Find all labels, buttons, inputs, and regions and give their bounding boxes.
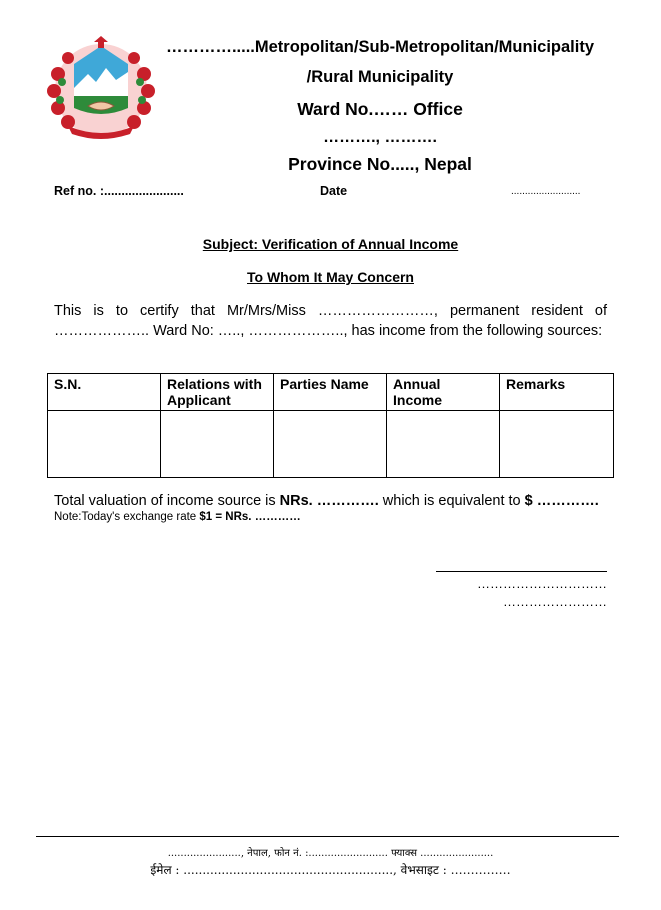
table-cell[interactable] [387,411,500,478]
ref-value: :....................... [96,184,184,198]
footer-contact-line: ......................., नेपाल, फोन नं. :......................... फ्याक्स ....................... [167,848,494,859]
emblem-logo [44,36,158,142]
header-line-4: ………., ………. [323,129,437,146]
valuation-prefix: Total valuation of income source is [54,493,280,509]
column-header: Parties Name [274,374,387,411]
exchange-note [54,511,301,523]
table-cell[interactable] [48,411,161,478]
header-line-5: Province No....., Nepal [288,154,472,174]
certification-paragraph: This is to certify that Mr/Mrs/Miss ……………………, permanent resident of ……………….. Ward No: ….., ……………….., has income from the following sources: [54,303,607,339]
valuation-middle: which is equivalent to [378,493,525,509]
column-header: Remarks [500,374,614,411]
valuation-usd: $ …………. [524,493,599,509]
ref-label: Ref no. [54,184,97,198]
income-table [47,373,614,478]
subject-line: Subject: Verification of Annual Income [202,236,459,252]
valuation-nrs: NRs. …………. [279,493,379,509]
column-header: S.N. [48,374,161,411]
note-rate: $1 = NRs. ………… [199,511,301,523]
table-cell[interactable] [500,411,614,478]
table-cell[interactable] [274,411,387,478]
table-row [48,411,614,478]
column-header: Relations with Applicant [161,374,274,411]
header-line-3: Ward No.…… Office [297,99,463,119]
signature-designation: …………………… [503,594,607,609]
ref-number [54,184,184,198]
column-header: Annual Income [387,374,500,411]
signature-name: ………………………… [477,576,607,591]
table-cell[interactable] [161,411,274,478]
note-prefix: Note:Today's exchange rate [54,511,200,523]
date-label: Date [320,184,348,198]
date-value: ......................... [511,186,581,197]
signature-line [436,571,607,572]
header-line-2: /Rural Municipality [306,68,454,86]
salutation: To Whom It May Concern [247,269,414,285]
header-line-1: ………….....Metropolitan/Sub-Metropolitan/Municipality [165,38,595,56]
table-header-row [48,374,614,411]
footer-web-line: ईमेल : ......................................................., वेभसाइट : …………… [150,863,511,877]
valuation-line [54,493,599,509]
footer-divider [36,836,619,837]
